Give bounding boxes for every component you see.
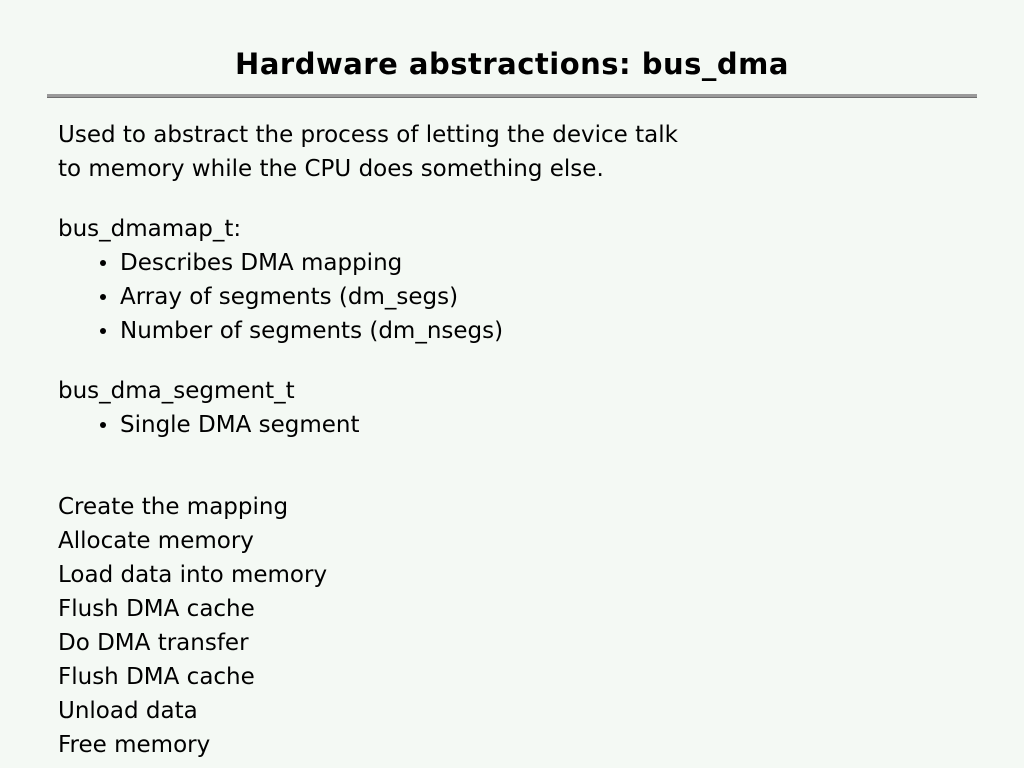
spacer xyxy=(58,442,1024,468)
list-item xyxy=(98,280,1024,314)
step-line: Allocate memory xyxy=(58,528,254,554)
slide-body xyxy=(0,98,1024,762)
bullet-dot-icon xyxy=(100,260,106,266)
step-line: Flush DMA cache xyxy=(58,596,255,622)
step-line: Do DMA transfer xyxy=(58,630,249,656)
intro-line-2: to memory while the CPU does something else. xyxy=(58,156,604,182)
list-item xyxy=(98,314,1024,348)
page-title: Hardware abstractions: bus_dma xyxy=(235,47,789,81)
step-line: Free memory xyxy=(58,732,211,758)
spacer xyxy=(58,468,1024,490)
list-item-label: Describes DMA mapping xyxy=(120,250,403,276)
bullet-dot-icon xyxy=(100,328,106,334)
spacer xyxy=(58,348,1024,374)
step-line: Flush DMA cache xyxy=(58,664,255,690)
spacer xyxy=(58,186,1024,212)
step-line: Create the mapping xyxy=(58,494,289,520)
step-line: Load data into memory xyxy=(58,562,328,588)
list-item-label: Single DMA segment xyxy=(120,412,360,438)
bullet-list-dma-segment xyxy=(58,408,1024,442)
list-item-label: Array of segments (dm_segs) xyxy=(120,284,459,310)
bullet-list-dmamap xyxy=(58,246,1024,348)
list-item-label: Number of segments (dm_nsegs) xyxy=(120,318,504,344)
list-item xyxy=(98,246,1024,280)
bullet-dot-icon xyxy=(100,294,106,300)
intro-line-1: Used to abstract the process of letting the device talk xyxy=(58,122,678,148)
section-heading-dmamap: bus_dmamap_t: xyxy=(58,216,242,242)
bullet-dot-icon xyxy=(100,422,106,428)
step-line: Unload data xyxy=(58,698,198,724)
list-item xyxy=(98,408,1024,442)
section-heading-dma-segment: bus_dma_segment_t xyxy=(58,378,295,404)
